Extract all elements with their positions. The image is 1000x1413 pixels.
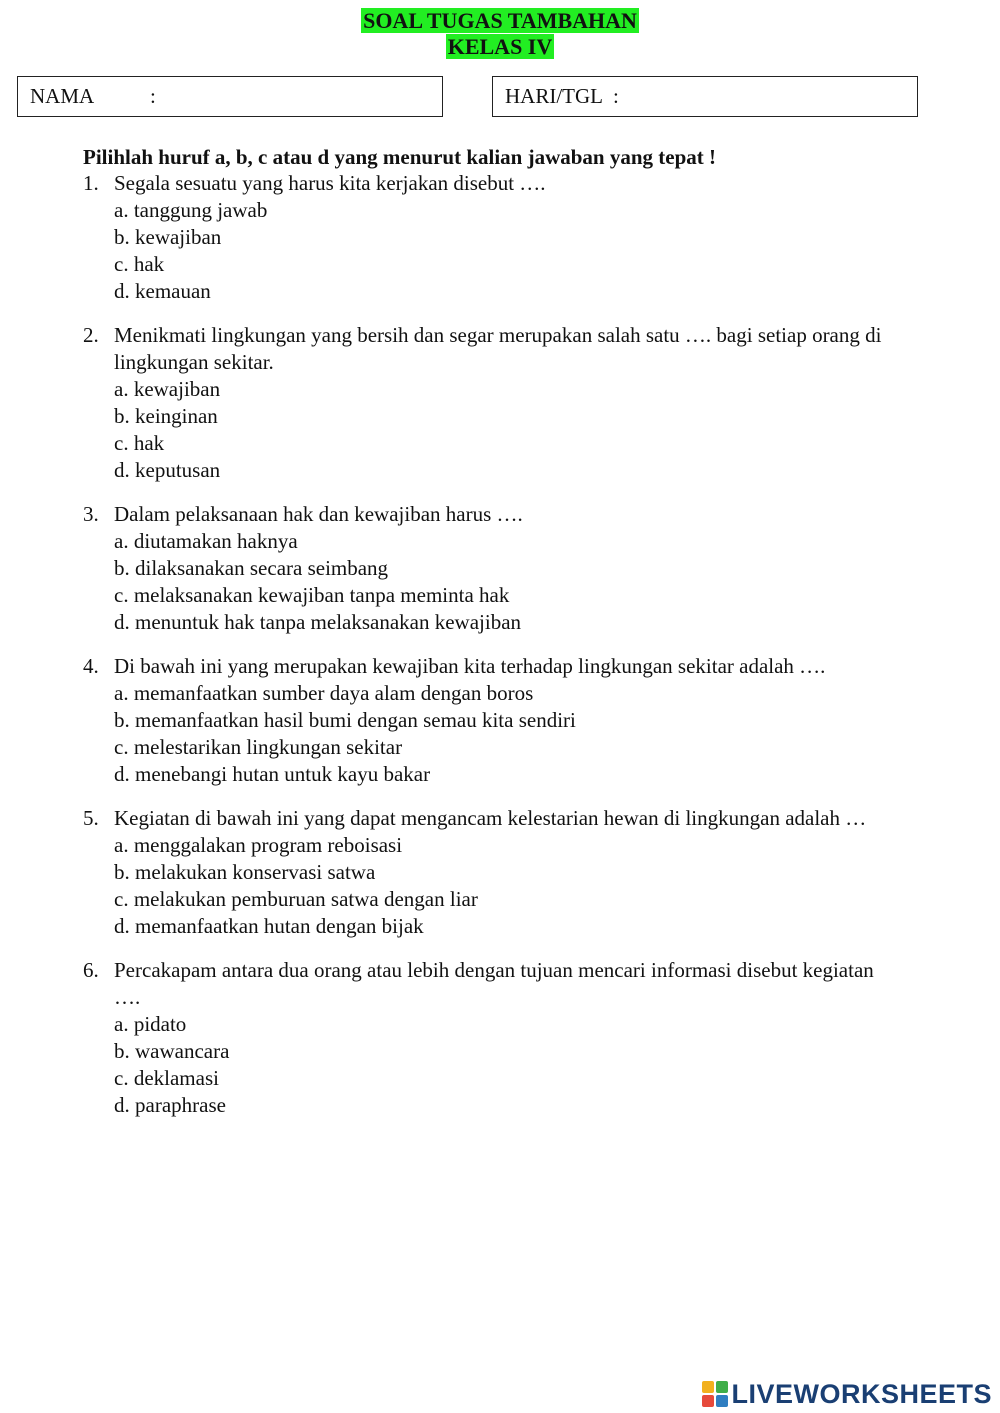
question-number: 3. — [83, 502, 99, 526]
name-colon: : — [150, 84, 156, 108]
answer-option-a[interactable]: a. tanggung jawab — [114, 198, 268, 222]
question-4 — [83, 653, 903, 788]
liveworksheets-logo-icon — [702, 1381, 728, 1407]
question-2 — [83, 322, 903, 484]
question-number: 5. — [83, 806, 99, 830]
logo-square — [702, 1395, 714, 1407]
answer-option-c[interactable]: c. deklamasi — [114, 1066, 219, 1090]
answer-option-c[interactable]: c. melaksanakan kewajiban tanpa meminta hak — [114, 583, 510, 607]
answer-option-b[interactable]: b. melakukan konservasi satwa — [114, 860, 376, 884]
question-5 — [83, 805, 903, 940]
logo-square — [716, 1381, 728, 1393]
answer-option-b[interactable]: b. dilaksanakan secara seimbang — [114, 556, 389, 580]
answer-option-b[interactable]: b. memanfaatkan hasil bumi dengan semau kita sendiri — [114, 708, 576, 732]
answer-option-d[interactable]: d. keputusan — [114, 458, 221, 482]
answer-option-d[interactable]: d. paraphrase — [114, 1093, 226, 1117]
date-label: HARI/TGL — [505, 84, 603, 108]
name-field[interactable] — [17, 76, 443, 117]
answer-option-a[interactable]: a. pidato — [114, 1012, 187, 1036]
question-list — [83, 170, 903, 1136]
answer-option-c[interactable]: c. melakukan pemburuan satwa dengan liar — [114, 887, 478, 911]
liveworksheets-logo — [702, 1379, 992, 1409]
answer-option-c[interactable]: c. hak — [114, 252, 165, 276]
worksheet-title-text: SOAL TUGAS TAMBAHAN — [363, 8, 637, 33]
question-text: Percakapam antara dua orang atau lebih dengan tujuan mencari informasi disebut kegiatan …. — [114, 958, 874, 1009]
question-1 — [83, 170, 903, 305]
question-text: Di bawah ini yang merupakan kewajiban kita terhadap lingkungan sekitar adalah …. — [114, 654, 826, 678]
question-text: Dalam pelaksanaan hak dan kewajiban harus …. — [114, 502, 523, 526]
worksheet-class-text: KELAS IV — [447, 34, 553, 59]
answer-option-d[interactable]: d. memanfaatkan hutan dengan bijak — [114, 914, 424, 938]
question-text: Segala sesuatu yang harus kita kerjakan disebut …. — [114, 171, 546, 195]
worksheet-title — [0, 9, 1000, 33]
question-6 — [83, 957, 903, 1119]
answer-option-a[interactable]: a. memanfaatkan sumber daya alam dengan boros — [114, 681, 534, 705]
logo-square — [702, 1381, 714, 1393]
question-number: 1. — [83, 171, 99, 195]
answer-option-b[interactable]: b. wawancara — [114, 1039, 230, 1063]
worksheet-class — [0, 35, 1000, 59]
answer-option-a[interactable]: a. menggalakan program reboisasi — [114, 833, 403, 857]
name-label: NAMA — [30, 84, 95, 108]
answer-option-b[interactable]: b. keinginan — [114, 404, 218, 428]
answer-option-b[interactable]: b. kewajiban — [114, 225, 222, 249]
date-colon: : — [613, 84, 619, 108]
answer-option-c[interactable]: c. melestarikan lingkungan sekitar — [114, 735, 403, 759]
question-number: 4. — [83, 654, 99, 678]
instruction-text: Pilihlah huruf a, b, c atau d yang menurut kalian jawaban yang tepat ! — [83, 145, 717, 169]
answer-option-d[interactable]: d. kemauan — [114, 279, 211, 303]
logo-square — [716, 1395, 728, 1407]
question-text: Kegiatan di bawah ini yang dapat mengancam kelestarian hewan di lingkungan adalah … — [114, 806, 867, 830]
answer-option-c[interactable]: c. hak — [114, 431, 165, 455]
question-number: 2. — [83, 323, 99, 347]
answer-option-a[interactable]: a. diutamakan haknya — [114, 529, 298, 553]
answer-option-d[interactable]: d. menebangi hutan untuk kayu bakar — [114, 762, 431, 786]
answer-option-a[interactable]: a. kewajiban — [114, 377, 221, 401]
question-3 — [83, 501, 903, 636]
logo-text: LIVEWORKSHEETS — [731, 1378, 992, 1409]
question-number: 6. — [83, 958, 99, 982]
date-field[interactable] — [492, 76, 918, 117]
answer-option-d[interactable]: d. menuntuk hak tanpa melaksanakan kewajiban — [114, 610, 522, 634]
question-text: Menikmati lingkungan yang bersih dan segar merupakan salah satu …. bagi setiap orang di lingkungan sekitar. — [114, 323, 882, 374]
